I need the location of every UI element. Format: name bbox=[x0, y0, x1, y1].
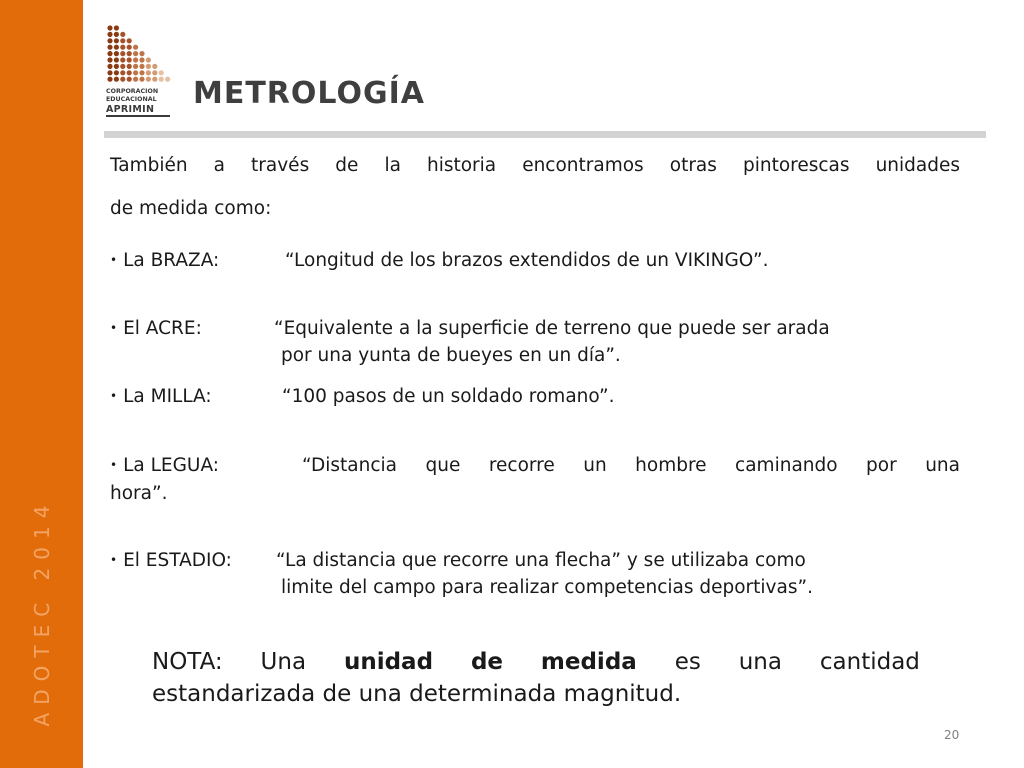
logo-dot bbox=[114, 25, 119, 30]
logo-dot bbox=[146, 70, 151, 75]
logo-dot bbox=[139, 70, 144, 75]
logo-dot bbox=[120, 45, 125, 50]
logo-dot bbox=[146, 57, 151, 62]
bullet-acre-definition-2: por una yunta de bueyes en un día”. bbox=[281, 345, 621, 366]
logo-dot bbox=[165, 77, 170, 82]
nota-word: NOTA: bbox=[152, 649, 223, 675]
bullet-term-label: El ESTADIO: bbox=[123, 550, 232, 571]
logo-dot bbox=[107, 57, 112, 62]
aprimin-logo bbox=[106, 24, 176, 116]
bullet-braza-definition: “Longitud de los brazos extendidos de un VIKINGO”. bbox=[285, 250, 769, 271]
bullet-acre-term bbox=[110, 316, 202, 343]
nota-bold-word: medida bbox=[540, 649, 637, 675]
bullet-legua-definition-2: hora”. bbox=[110, 483, 168, 504]
logo-dot bbox=[133, 77, 138, 82]
intro-line-1: También a través de la historia encontramos otras pintorescas unidades bbox=[110, 155, 960, 176]
logo-dot-mark-icon bbox=[106, 24, 176, 86]
logo-dot bbox=[139, 51, 144, 56]
logo-dot bbox=[152, 77, 157, 82]
logo-dot bbox=[139, 64, 144, 69]
bullet-legua-term bbox=[110, 453, 219, 480]
logo-dot bbox=[107, 64, 112, 69]
logo-dot bbox=[114, 70, 119, 75]
logo-dot bbox=[133, 64, 138, 69]
logo-dot bbox=[120, 51, 125, 56]
bullet-milla-term bbox=[110, 384, 212, 411]
logo-dot bbox=[127, 38, 132, 43]
nota-word: es bbox=[674, 649, 701, 675]
bullet-term-label: La LEGUA: bbox=[123, 455, 220, 476]
logo-dot bbox=[120, 77, 125, 82]
logo-text-line3: APRIMIN bbox=[106, 104, 155, 115]
logo-dot bbox=[127, 64, 132, 69]
logo-underline bbox=[106, 115, 170, 117]
bullet-dot-icon: • bbox=[110, 389, 118, 403]
nota-bold-word: unidad bbox=[343, 649, 434, 675]
intro-line-2: de medida como: bbox=[110, 198, 272, 219]
logo-dot bbox=[146, 77, 151, 82]
logo-text-line1: CORPORACION bbox=[106, 88, 159, 95]
logo-dot bbox=[120, 32, 125, 37]
logo-dot bbox=[127, 77, 132, 82]
logo-dot bbox=[107, 32, 112, 37]
bullet-term-label: La MILLA: bbox=[123, 386, 212, 407]
nota-paragraph bbox=[152, 646, 920, 710]
logo-dot bbox=[114, 51, 119, 56]
logo-dot bbox=[139, 57, 144, 62]
bullet-dot-icon: • bbox=[110, 321, 118, 335]
bullet-acre-definition-1: “Equivalente a la superficie de terreno que puede ser arada bbox=[274, 318, 830, 339]
logo-dot bbox=[127, 45, 132, 50]
bullet-term-label: La BRAZA: bbox=[123, 250, 220, 271]
nota-word: cantidad bbox=[819, 649, 920, 675]
bullet-dot-icon: • bbox=[110, 458, 118, 472]
orange-sidebar bbox=[0, 0, 83, 768]
logo-dot bbox=[127, 70, 132, 75]
nota-line-1 bbox=[152, 646, 920, 678]
logo-dot bbox=[120, 38, 125, 43]
logo-dot bbox=[133, 70, 138, 75]
page-title: METROLOGÍA bbox=[193, 76, 425, 111]
logo-dot bbox=[114, 38, 119, 43]
logo-dot bbox=[107, 38, 112, 43]
logo-dot bbox=[127, 57, 132, 62]
logo-dot bbox=[152, 70, 157, 75]
title-divider bbox=[104, 131, 986, 138]
logo-dot bbox=[133, 51, 138, 56]
logo-dot bbox=[114, 32, 119, 37]
logo-dot bbox=[133, 45, 138, 50]
logo-dot bbox=[107, 51, 112, 56]
nota-word: una bbox=[738, 649, 782, 675]
bullet-term-label: El ACRE: bbox=[123, 318, 202, 339]
logo-dot bbox=[120, 70, 125, 75]
logo-text-line2: EDUCACIONAL bbox=[106, 96, 157, 103]
nota-bold-word: de bbox=[470, 649, 504, 675]
logo-dot bbox=[114, 57, 119, 62]
logo-dot bbox=[152, 64, 157, 69]
logo-dot bbox=[159, 70, 164, 75]
logo-dot bbox=[139, 77, 144, 82]
logo-dot bbox=[107, 77, 112, 82]
logo-dot bbox=[120, 57, 125, 62]
bullet-braza-term bbox=[110, 248, 219, 275]
nota-word: Una bbox=[260, 649, 307, 675]
bullet-legua-definition-1: “Distancia que recorre un hombre caminando por una bbox=[302, 455, 960, 476]
sidebar-vertical-label: ADOTEC 2014 bbox=[30, 497, 54, 727]
logo-dot bbox=[107, 25, 112, 30]
bullet-dot-icon: • bbox=[110, 253, 118, 267]
logo-dot bbox=[159, 77, 164, 82]
logo-dot bbox=[114, 45, 119, 50]
page-number: 20 bbox=[944, 728, 960, 742]
bullet-estadio-definition-2: limite del campo para realizar competencias deportivas”. bbox=[281, 577, 813, 598]
logo-dot bbox=[120, 64, 125, 69]
bullet-estadio-term bbox=[110, 548, 232, 575]
logo-dot bbox=[146, 64, 151, 69]
logo-dot bbox=[133, 57, 138, 62]
nota-line-2: estandarizada de una determinada magnitud. bbox=[152, 681, 682, 707]
logo-dot bbox=[107, 70, 112, 75]
logo-dot bbox=[114, 64, 119, 69]
bullet-dot-icon: • bbox=[110, 553, 118, 567]
logo-dot bbox=[127, 51, 132, 56]
bullet-estadio-definition-1: “La distancia que recorre una flecha” y se utilizaba como bbox=[276, 550, 806, 571]
logo-dot bbox=[114, 77, 119, 82]
bullet-milla-definition: “100 pasos de un soldado romano”. bbox=[282, 386, 615, 407]
logo-dot bbox=[107, 45, 112, 50]
